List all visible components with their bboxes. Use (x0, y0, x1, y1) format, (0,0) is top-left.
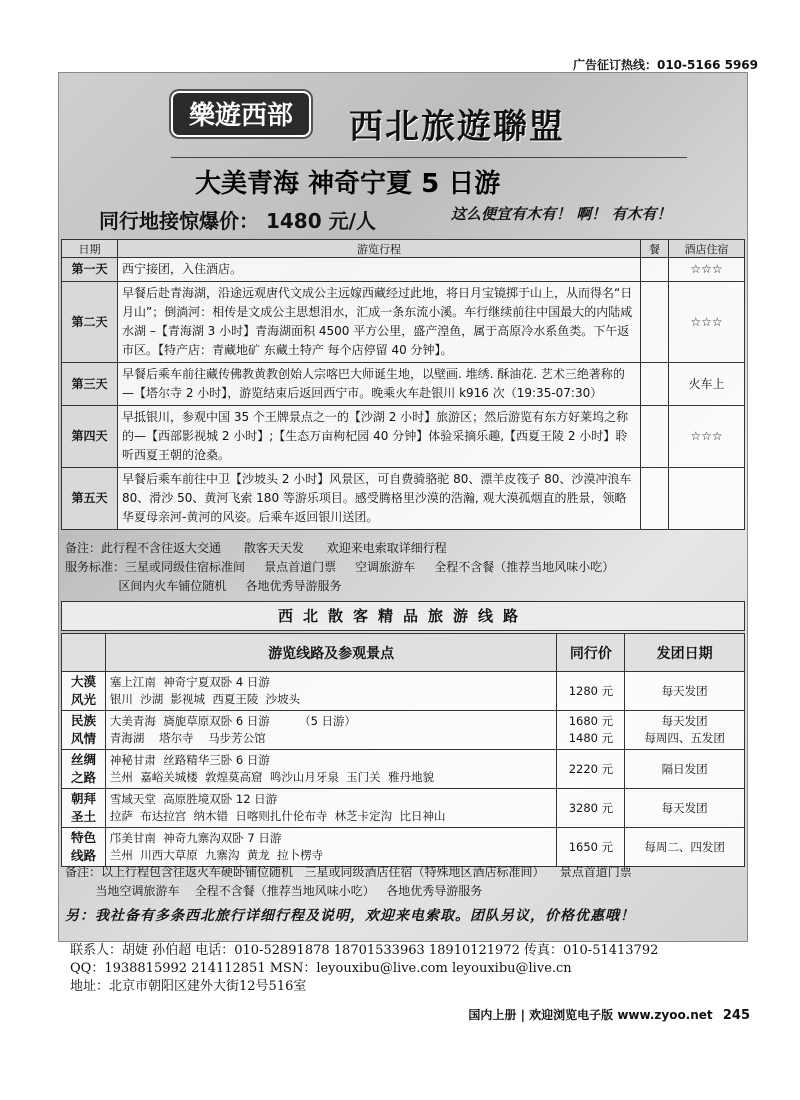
note-line: 当地空调旅游车 全程不含餐（推荐当地风味小吃） 各地优秀导游服务 (65, 884, 483, 898)
day-hotel: ☆☆☆ (669, 406, 745, 468)
route-lines: 大美青海 旖旎草原双卧 6 日游 （5 日游） 青海湖 塔尔寺 马步芳公馆 (105, 711, 557, 750)
contact-phone-line: 联系人：胡婕 孙伯超 电话：010-52891878 18701533963 18910121972 传真：010-51413792 (70, 943, 659, 958)
day-hotel (669, 468, 745, 530)
route-dates: 每天发团 (625, 789, 745, 828)
day-meal (641, 468, 669, 530)
itinerary-header-row (62, 240, 745, 258)
col-route-name: 游览线路及参观景点 (105, 634, 557, 672)
table-row (62, 789, 745, 828)
table-row (62, 468, 745, 530)
route-category: 民族 风情 (62, 711, 106, 750)
col-route: 游览行程 (118, 240, 641, 258)
route-dates: 每周二、四发团 (625, 828, 745, 867)
route-price: 1650 元 (557, 828, 625, 867)
col-category (62, 634, 106, 672)
contact-info (70, 942, 658, 996)
slogan: 这么便宜有木有！ 啊！ 有木有！ (451, 205, 672, 223)
table-row (62, 672, 745, 711)
ad-hotline: 广告征订热线：010-5166 5969 (572, 58, 758, 72)
divider (171, 157, 687, 158)
route-dates: 每天发团 (625, 672, 745, 711)
routes-table (61, 633, 745, 867)
day-label: 第三天 (62, 363, 118, 406)
advertisement (58, 72, 748, 942)
section-title: 西北散客精品旅游线路 (61, 601, 745, 631)
day-meal (641, 258, 669, 282)
day-text: 早餐后乘车前往藏传佛教黄教创始人宗喀巴大师诞生地，以壁画. 堆绣. 酥油花. 艺术三绝著称的—【塔尔寺 2 小时】，游览结束后返回西宁市。晚乘火车赴银川 k916 次（19:35-07:30） (118, 363, 641, 406)
col-hotel: 酒店住宿 (669, 240, 745, 258)
note-line: 备注：以上行程包含往返火车硬卧铺位随机 三星或同级酒店住宿（特殊地区酒店标准间） 景点首道门票 (65, 865, 632, 879)
day-text: 早餐后乘车前往中卫【沙坡头 2 小时】风景区，可自费骑骆驼 80、漂羊皮筏子 80、沙漠冲浪车 80、滑沙 50、黄河飞索 180 等游乐项目。感受腾格里沙漠的浩瀚, 观大漠孤烟直的胜景，领略华夏母亲河-黄河的风姿。后乘车返回银川送团。 (118, 468, 641, 530)
brand-logo: 樂遊西部 (171, 91, 311, 137)
day-label: 第四天 (62, 406, 118, 468)
route-dates: 隔日发团 (625, 750, 745, 789)
route-category: 特色 线路 (62, 828, 106, 867)
route-category: 丝绸 之路 (62, 750, 106, 789)
contact-address-line: 地址：北京市朝阳区建外大街12号516室 (70, 979, 307, 994)
contact-qq-line: QQ：1938815992 214112851 MSN：leyouxibu@live.com leyouxibu@live.cn (70, 961, 572, 976)
alliance-name: 西北旅遊聯盟 (349, 107, 565, 147)
table-row (62, 363, 745, 406)
route-lines: 神秘甘肃 丝路精华三卧 6 日游 兰州 嘉峪关城楼 敦煌莫高窟 鸣沙山月牙泉 玉门关 雅丹地貌 (105, 750, 557, 789)
footer-text: 国内上册 | 欢迎浏览电子版 www.zyoo.net (468, 1008, 713, 1022)
route-notes (65, 863, 745, 901)
day-label: 第二天 (62, 282, 118, 363)
table-row (62, 711, 745, 750)
day-hotel: 火车上 (669, 363, 745, 406)
routes-header-row (62, 634, 745, 672)
page-number: 245 (722, 1008, 750, 1023)
col-dates: 发团日期 (625, 634, 745, 672)
day-text: 早餐后赴青海湖，沿途远观唐代文成公主远嫁西藏经过此地，将日月宝镜掷于山上，从而得名“日月山”；倒淌河：相传是文成公主思想泪水，汇成一条东流小溪。车行继续前往中国最大的内陆咸水湖 –【青海湖 3 小时】青海湖面积 4500 平方公里，盛产湟鱼，属于高原冷水系鱼类。下午返市区。【特产店：青藏地矿 东藏土特产 每个店停留 40 分钟】。 (118, 282, 641, 363)
route-lines: 塞上江南 神奇宁夏双卧 4 日游 银川 沙湖 影视城 西夏王陵 沙坡头 (105, 672, 557, 711)
col-meal: 餐 (641, 240, 669, 258)
note-line: 区间内火车铺位随机 各地优秀导游服务 (65, 579, 342, 593)
page-footer (468, 1006, 750, 1023)
day-label: 第五天 (62, 468, 118, 530)
final-note: 另：我社备有多条西北旅行详细行程及说明，欢迎来电索取。团队另议，价格优惠哦！ (65, 908, 635, 924)
service-notes (65, 539, 745, 596)
route-price: 1280 元 (557, 672, 625, 711)
day-text: 西宁接团，入住酒店。 (118, 258, 641, 282)
day-meal (641, 406, 669, 468)
day-meal (641, 363, 669, 406)
table-row (62, 406, 745, 468)
col-price: 同行价 (557, 634, 625, 672)
day-hotel: ☆☆☆ (669, 258, 745, 282)
col-date: 日期 (62, 240, 118, 258)
table-row (62, 828, 745, 867)
route-price: 2220 元 (557, 750, 625, 789)
table-row (62, 750, 745, 789)
route-price: 3280 元 (557, 789, 625, 828)
route-category: 朝拜 圣土 (62, 789, 106, 828)
day-hotel: ☆☆☆ (669, 282, 745, 363)
route-price: 1680 元 1480 元 (557, 711, 625, 750)
itinerary-table (61, 239, 745, 530)
route-dates: 每天发团 每周四、五发团 (625, 711, 745, 750)
day-meal (641, 282, 669, 363)
note-line: 服务标准：三星或同级住宿标准间 景点首道门票 空调旅游车 全程不含餐（推荐当地风味小吃） (65, 560, 615, 574)
day-label: 第一天 (62, 258, 118, 282)
table-row (62, 258, 745, 282)
route-lines: 邝美甘南 神奇九寨沟双卧 7 日游 兰州 川西大草原 九寨沟 黄龙 拉卜楞寺 (105, 828, 557, 867)
route-lines: 雪域天堂 高原胜境双卧 12 日游 拉萨 布达拉宫 纳木错 日喀则扎什伦布寺 林芝卡定沟 比日神山 (105, 789, 557, 828)
tour-price: 同行地接惊爆价： 1480 元/人 (99, 209, 376, 233)
table-row (62, 282, 745, 363)
note-line: 备注：此行程不含往返大交通 散客天天发 欢迎来电索取详细行程 (65, 541, 447, 555)
tour-title: 大美青海 神奇宁夏 5 日游 (195, 169, 501, 199)
day-text: 早抵银川，参观中国 35 个王牌景点之一的【沙湖 2 小时】旅游区；然后游览有东方好莱坞之称的—【西部影视城 2 小时】;【生态万亩枸杞园 40 分钟】体验采摘乐趣,【西夏王陵 2 小时】聆听西夏王朝的沧桑。 (118, 406, 641, 468)
route-category: 大漠 风光 (62, 672, 106, 711)
